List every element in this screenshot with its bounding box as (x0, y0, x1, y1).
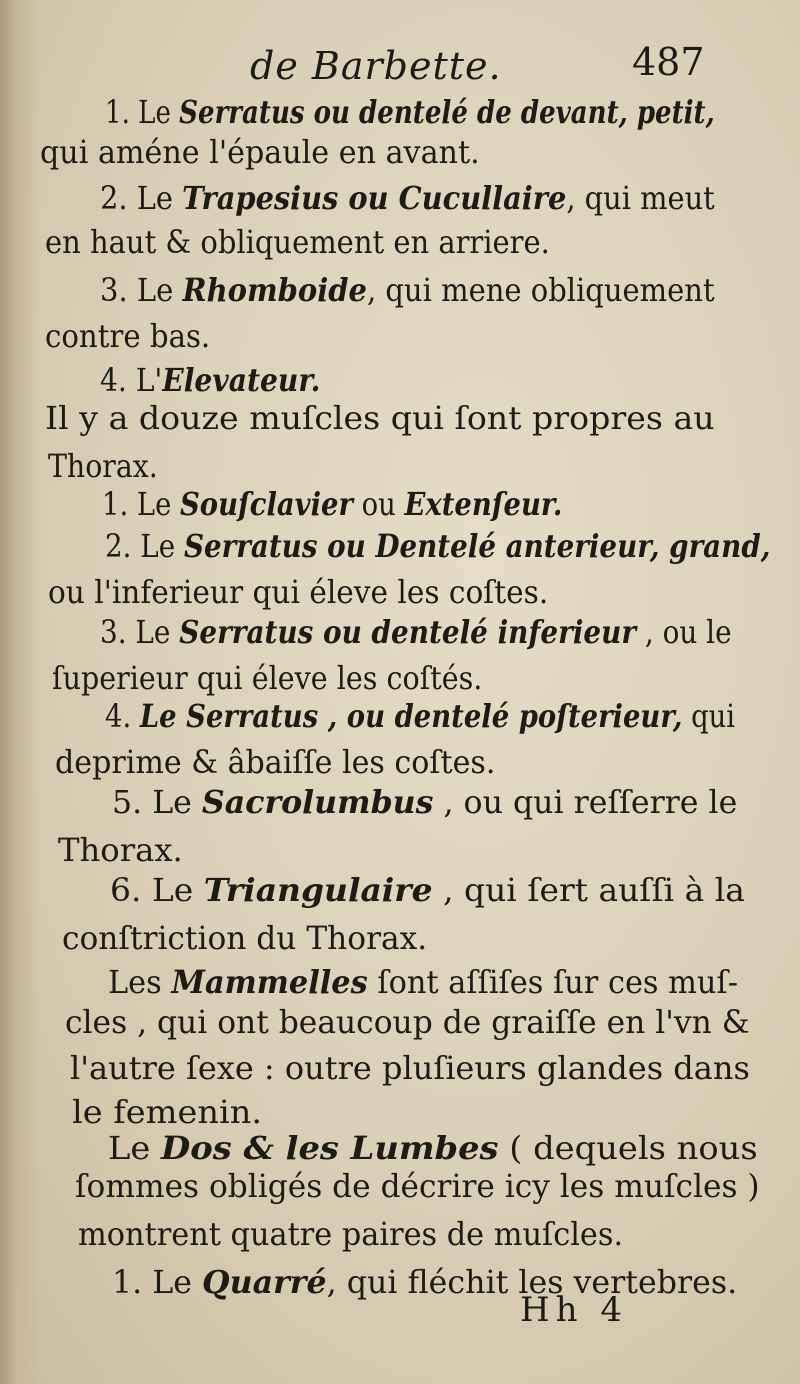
text-line (100, 270, 715, 310)
text-line (78, 1214, 623, 1254)
text-segment: contre bas. (45, 317, 211, 355)
text-line (45, 316, 210, 356)
text-line (48, 446, 158, 486)
text-line (100, 612, 732, 652)
text-segment: Il y a douze muſcles qui ſont propres au (45, 399, 715, 437)
italic-term: Sacrolumbus (201, 783, 434, 821)
text-line (110, 870, 745, 910)
italic-term: Rhomboide (182, 271, 367, 309)
text-segment: deprime & âbaiſſe les coſtes. (55, 743, 496, 781)
italic-term: Mammelles (171, 963, 368, 1001)
text-segment: 4. L' (100, 361, 163, 399)
text-segment: qui améne l'épaule en avant. (40, 133, 480, 171)
page-number: 487 (632, 40, 705, 84)
text-line (105, 696, 735, 736)
italic-term: Le Serratus , ou dentelé poſterieur, (139, 697, 683, 735)
text-line (75, 1166, 760, 1206)
text-segment: montrent quatre paires de muſcles. (78, 1215, 624, 1253)
text-line (105, 92, 715, 132)
text-line (108, 962, 738, 1002)
text-line (100, 360, 320, 400)
text-line (102, 484, 562, 524)
text-segment: , qui mene obliquement (366, 271, 715, 309)
text-line (45, 222, 550, 262)
text-segment: 1. Le (112, 1263, 203, 1301)
text-line (40, 132, 480, 172)
text-segment: ſommes obligés de décrire icy les muſcles ) (75, 1167, 760, 1205)
text-segment: ou (352, 485, 405, 523)
text-segment: , qui fléchit les vertebres. (326, 1263, 738, 1301)
italic-term: Dos & les Lumbes (161, 1129, 499, 1167)
text-segment: 1. Le (102, 485, 181, 523)
italic-term: Elevateur. (162, 361, 321, 399)
text-line (48, 572, 548, 612)
text-line (62, 918, 427, 958)
text-segment: ſont aſſiſes ſur ces muſ- (367, 963, 738, 1001)
text-segment: , ou le (636, 613, 732, 651)
text-segment: cles , qui ont beaucoup de graiſſe en l'vn & (65, 1003, 750, 1041)
text-segment: ( dequels nous (498, 1129, 758, 1167)
italic-term: Triangulaire (203, 871, 433, 909)
text-line (70, 1048, 750, 1088)
text-line (58, 830, 183, 870)
italic-term: Serratus ou dentelé de devant, petit, (179, 93, 715, 131)
text-line (45, 398, 715, 438)
italic-term: Serratus ou Dentelé anterieur, grand, (183, 527, 771, 565)
italic-term: Extenſeur. (404, 485, 563, 523)
text-line (72, 1092, 262, 1132)
signature-mark: Hh 4 (520, 1290, 628, 1330)
text-line (52, 658, 482, 698)
text-segment: , qui meut (566, 179, 715, 217)
text-segment: 6. Le (110, 871, 204, 909)
text-line (108, 1128, 758, 1168)
italic-term: Quarré (202, 1263, 327, 1301)
text-line (105, 526, 770, 566)
text-line (65, 1002, 750, 1042)
text-segment: Thorax. (48, 447, 158, 485)
text-segment: 5. Le (112, 783, 202, 821)
italic-term: Souſclavier (180, 485, 353, 523)
text-segment: 1. Le (105, 93, 180, 131)
text-segment: , ou qui reſſerre le (433, 783, 738, 821)
text-segment: qui (682, 697, 736, 735)
text-line (112, 1262, 737, 1302)
italic-term: Trapesius ou Cucullaire (182, 179, 567, 217)
text-line (55, 742, 495, 782)
text-line (100, 178, 715, 218)
text-segment: , qui ſert auſſi à la (432, 871, 745, 909)
text-segment: Thorax. (58, 831, 183, 869)
text-segment: l'autre ſexe : outre pluſieurs glandes dans (70, 1049, 750, 1087)
text-segment: conſtriction du Thorax. (62, 919, 428, 957)
text-segment: en haut & obliquement en arriere. (45, 223, 550, 261)
text-segment: ou l'inferieur qui éleve les coſtes. (48, 573, 549, 611)
text-segment: le femenin. (72, 1093, 263, 1131)
text-line (112, 782, 737, 822)
italic-term: Serratus ou dentelé inferieur (179, 613, 637, 651)
text-segment: Les (108, 963, 172, 1001)
text-segment: 3. Le (100, 271, 183, 309)
text-segment: 3. Le (100, 613, 180, 651)
text-segment: Le (108, 1129, 162, 1167)
text-segment: 2. Le (100, 179, 183, 217)
text-segment: ſuperieur qui éleve les coſtés. (52, 659, 483, 697)
text-segment: 4. (105, 697, 140, 735)
running-head: de Barbette. (250, 44, 502, 88)
text-segment: 2. Le (105, 527, 184, 565)
